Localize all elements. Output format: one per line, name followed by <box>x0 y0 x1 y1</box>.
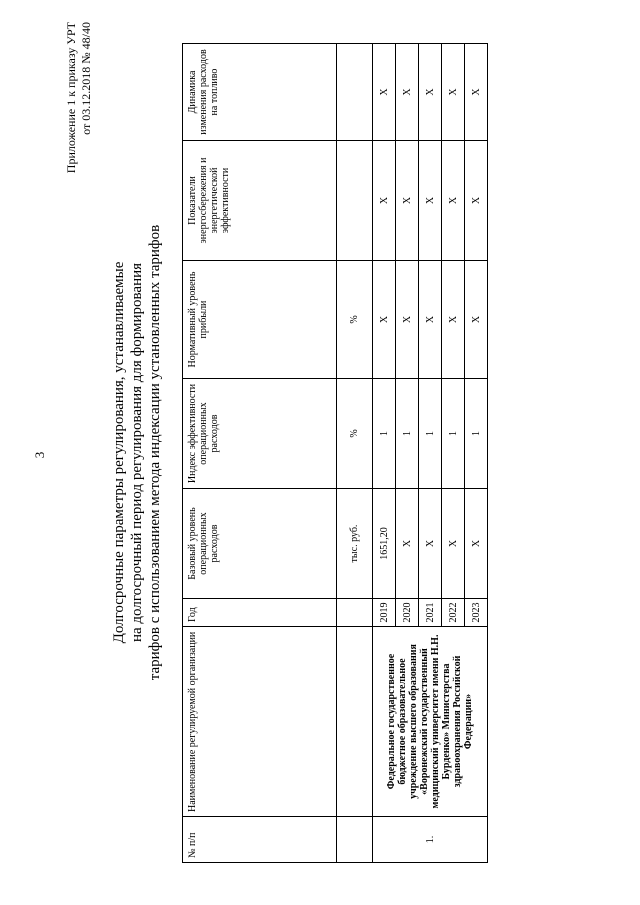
cell-profit: X <box>465 261 488 379</box>
cell-energy: X <box>465 141 488 261</box>
header-num: № п/п <box>183 817 337 863</box>
cell-energy: X <box>396 141 419 261</box>
page-number: 3 <box>32 451 47 459</box>
approval-line-1: Приложение 1 к приказу УРТ <box>64 22 78 174</box>
cell-energy: X <box>419 141 442 261</box>
cell-fuel: X <box>373 44 396 141</box>
cell-index: 1 <box>465 379 488 489</box>
title-line-1: Долгосрочные параметры регулирования, устанавливаемые <box>111 261 127 644</box>
cell-profit: X <box>373 261 396 379</box>
cell-energy: X <box>442 141 465 261</box>
table-row <box>373 44 396 863</box>
unit-index: % <box>337 379 373 489</box>
title-line-3: тарифов с использованием метода индексации установленных тарифов <box>147 224 163 681</box>
header-energy: Показатели энергосбережения и энергетической эффективности <box>183 141 337 261</box>
approval-note <box>64 22 94 282</box>
cell-base: X <box>396 489 419 599</box>
document-title <box>110 0 164 905</box>
header-base: Базовый уровень операционных расходов <box>183 489 337 599</box>
header-org: Наименование регулируемой организации <box>183 627 337 817</box>
unit-profit: % <box>337 261 373 379</box>
header-row <box>183 44 337 863</box>
cell-fuel: X <box>442 44 465 141</box>
cell-profit: X <box>419 261 442 379</box>
header-year: Год <box>183 599 337 627</box>
cell-index: 1 <box>396 379 419 489</box>
header-fuel: Динамика изменения расходов на топливо <box>183 44 337 141</box>
row-number: 1. <box>373 817 488 863</box>
title-line-2: на долгосрочный период регулирования для формирования <box>129 262 145 643</box>
cell-index: 1 <box>419 379 442 489</box>
cell-energy: X <box>373 141 396 261</box>
cell-profit: X <box>442 261 465 379</box>
cell-year: 2022 <box>442 599 465 627</box>
cell-year: 2020 <box>396 599 419 627</box>
header-profit: Нормативный уровень прибыли <box>183 261 337 379</box>
cell-index: 1 <box>442 379 465 489</box>
parameters-table <box>182 43 488 863</box>
cell-fuel: X <box>396 44 419 141</box>
cell-profit: X <box>396 261 419 379</box>
cell-base: X <box>442 489 465 599</box>
approval-line-2: от 03.12.2018 № 48/40 <box>79 22 93 135</box>
cell-base: 1651,20 <box>373 489 396 599</box>
cell-year: 2021 <box>419 599 442 627</box>
unit-base: тыс. руб. <box>337 489 373 599</box>
cell-fuel: X <box>465 44 488 141</box>
unit-row <box>337 44 373 863</box>
cell-year: 2019 <box>373 599 396 627</box>
cell-base: X <box>465 489 488 599</box>
cell-fuel: X <box>419 44 442 141</box>
cell-year: 2023 <box>465 599 488 627</box>
cell-index: 1 <box>373 379 396 489</box>
cell-base: X <box>419 489 442 599</box>
header-index: Индекс эффективности операционных расходов <box>183 379 337 489</box>
organization-name: Федеральное государственное бюджетное образовательное учреждение высшего образования «Воронежский государственный медицинский университет имени Н.Н. Бурденко» Министерства здравоохранения Российской Федерации» <box>373 627 488 817</box>
